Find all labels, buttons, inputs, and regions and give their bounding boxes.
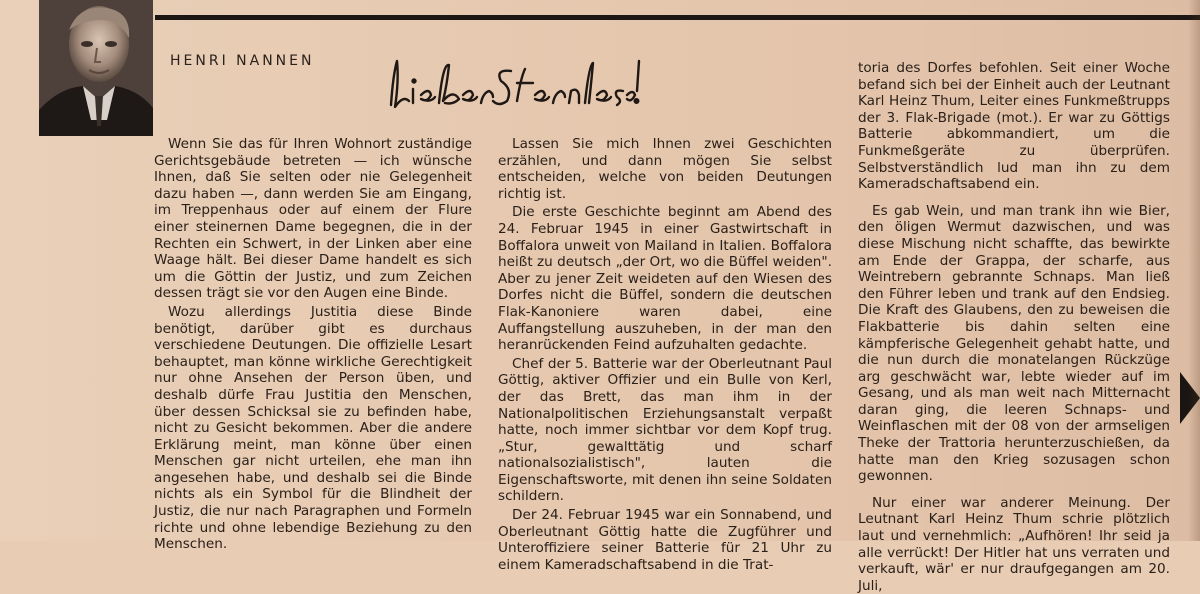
paragraph: Wozu allerdings Justitia diese Binde benötigt, darüber gibt es durchaus verschiedene Deutungen. Die offizielle Lesart behauptet, man könne wirkliche Gerechtigkeit nur ohne Ansehen der Person üben, und deshalb dürfe Frau Justitia den Menschen, über dessen Schicksal sie zu befinden habe, nicht zu Gesicht bekommen. Aber die andere Erklärung meint, man könne über einen Menschen gar nicht urteilen, ehe man ihn angesehen habe, und deshalb sei die Binde nichts als ein Symbol für die Blindheit der Justiz, die nur nach Paragraphen und Formeln richte und ohne lebendige Beziehung zu den Menschen. bbox=[154, 303, 472, 553]
paragraph: Es gab Wein, und man trank ihn wie Bier, den öligen Wermut dazwischen, und was diese Mischung nicht schaffte, das bewirkte am Ende der Grappa, der scharfe, aus Weintrebern gebrannte Schnaps. Man ließ den Führer leben und trank auf den Endsieg. Die Kraft des Glaubens, den zu beweisen die Flakbatterie bis dahin selten eine kämpferische Gelegenheit gehabt hatte, und die nun durch die monatelangen Rückzüge arg geschwächt war, lebte wieder auf im Gesang, und als man weit nach Mitternacht daran ging, die leeren Schnaps- und Weinflaschen mit der 08 von der armseligen Theke der Trattoria herunterzuschießen, da hatte man den Krieg sozusagen schon gewonnen. bbox=[858, 202, 1170, 485]
paragraph: Der 24. Februar 1945 war ein Sonnabend, und Oberleutnant Göttig hatte die Zugführer und Unteroffiziere seiner Batterie für 21 Uhr zu einem Kameradschaftsabend in die Trat- bbox=[498, 507, 832, 573]
author-name: HENRI NANNEN bbox=[170, 53, 315, 69]
author-portrait-photo bbox=[39, 0, 153, 136]
paragraph: Nur einer war anderer Meinung. Der Leutnant Karl Heinz Thum schrie plötzlich laut und vernehmlich: „Aufhören! Ihr seid ja alle verrückt! Der Hitler hat uns verraten und verkauft, wär' er nur draufgegangen am 20. Juli, bbox=[858, 494, 1170, 594]
header-rule bbox=[155, 15, 1200, 20]
article-column-3 bbox=[858, 60, 1170, 594]
article-column-2 bbox=[498, 136, 832, 573]
page-edge-shadow bbox=[1188, 0, 1200, 541]
article-column-1 bbox=[154, 136, 472, 553]
paragraph: Wenn Sie das für Ihren Wohnort zuständige Gerichtsgebäude betreten — ich wünsche Ihnen, daß Sie selten oder nie Gelegenheit dazu haben —, dann werden Sie am Eingang, im Treppenhaus oder auf einem der Flure einer steinernen Dame begegnen, die in der Rechten ein Schwert, in der Linken aber eine Waage hält. Bei dieser Dame handelt es sich um die Göttin der Justiz, und zum Zeichen dessen trägt sie vor den Augen eine Binde. bbox=[154, 136, 472, 302]
paragraph: toria des Dorfes befohlen. Seit einer Woche befand sich bei der Einheit auch der Leutnant Karl Heinz Thum, Leiter eines Funkmeßtrupps der 3. Flak-Brigade (mot.). Er war zu Göttigs Batterie abkommandiert, um die Funkmeßgeräte zu überprüfen. Selbstverständlich lud man ihn zu dem Kameradschaftsabend ein. bbox=[858, 60, 1170, 193]
paragraph: Lassen Sie mich Ihnen zwei Geschichten erzählen, und dann mögen Sie selbst entscheiden, welche von beiden Deutungen richtig ist. bbox=[498, 136, 832, 202]
paragraph: Chef der 5. Batterie war der Oberleutnant Paul Göttig, aktiver Offizier und ein Bulle von Kerl, der das Brett, das man ihm in der Nationalpolitischen Erziehungsanstalt verpaßt hatte, noch immer sichtbar vor dem Kopf trug. „Stur, gewalttätig und scharf nationalsozialistisch", lauten die Eigenschaftsworte, mit denen ihn seine Soldaten schildern. bbox=[498, 355, 832, 505]
paragraph: Die erste Geschichte beginnt am Abend des 24. Februar 1945 in einer Gastwirtschaft in Boffalora unweit von Mailand in Italien. Boffalora heißt zu deutsch „der Ort, wo die Büffel weiden". Aber zu jener Zeit weideten auf den Wiesen des Dorfes nicht die Büffel, sondern die deutschen Flak-Kanoniere waren dabei, eine Auffangstellung auszuheben, in der man den heranrückenden Feind aufzuhalten gedachte. bbox=[498, 204, 832, 354]
handwritten-greeting bbox=[383, 55, 643, 115]
